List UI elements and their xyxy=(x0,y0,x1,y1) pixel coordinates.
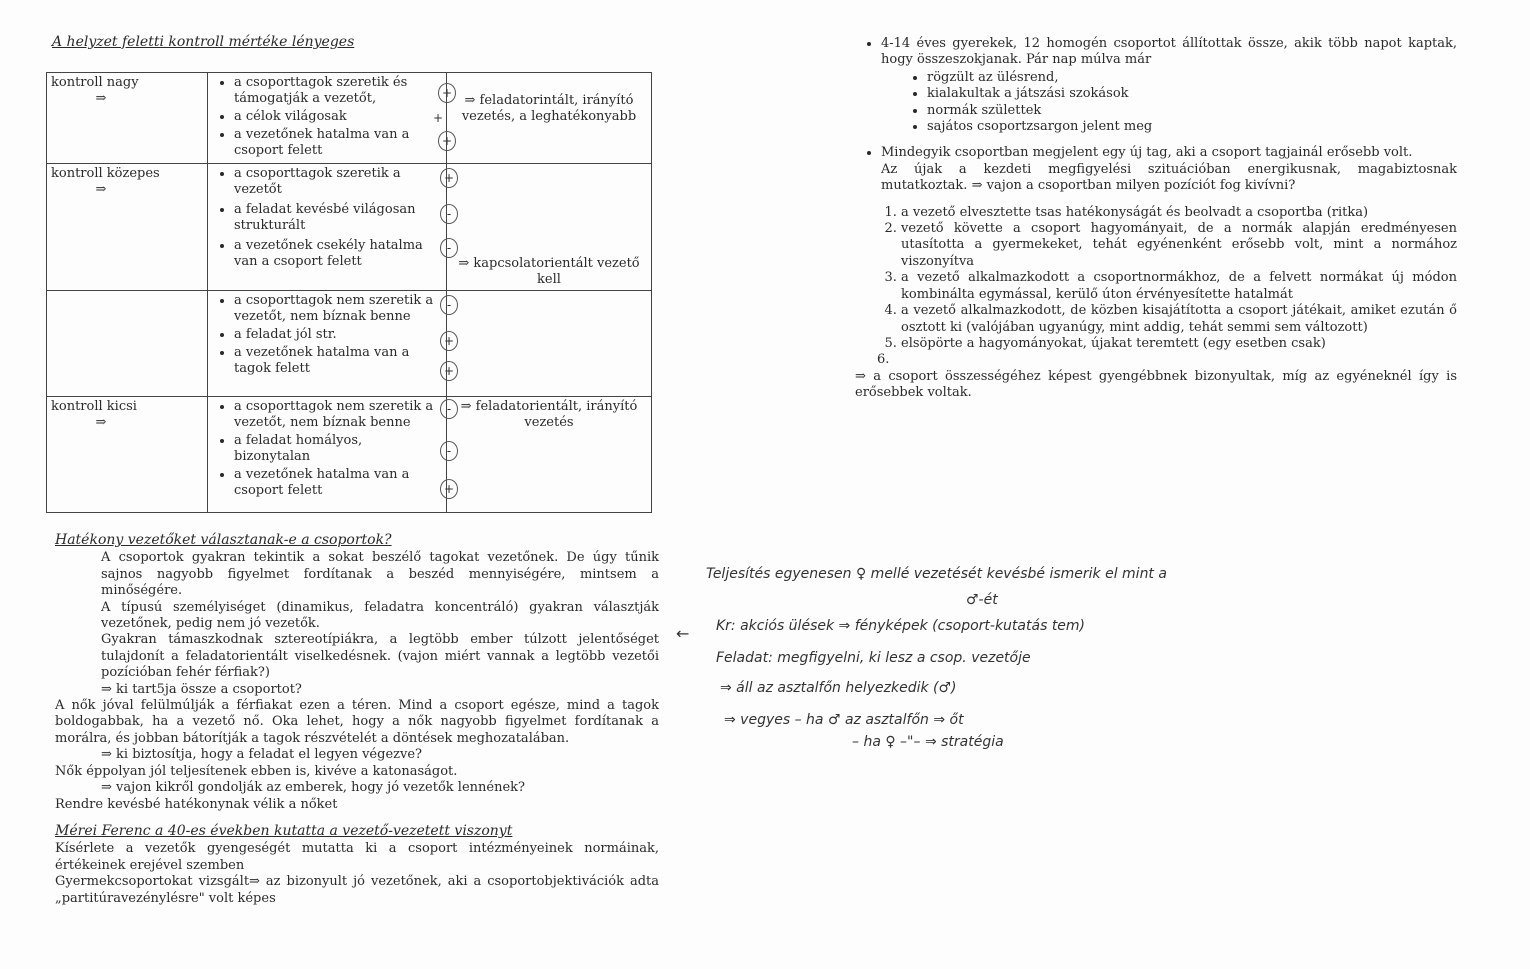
intro-text: 4-14 éves gyerekek, 12 homogén csoportot állítottak össze, akik több napot kaptak, hogy összeszokjanak. Pár nap múlva már xyxy=(881,36,1457,68)
result-cell xyxy=(447,291,652,397)
paragraph: Az újak a kezdeti megfigyelési szituációban energikusnak, magabiztosnak mutatkoztak. ⇒ vajon a csoportban milyen pozíciót fog kivívni? xyxy=(881,161,1457,194)
handwritten-note: ♂-ét xyxy=(966,592,998,608)
row-label: kontroll kicsi xyxy=(51,399,137,414)
handwritten-note: – ha ♀ –"– ⇒ stratégia xyxy=(852,734,1004,750)
list-item: • kialakultak a játszási szokások xyxy=(927,86,1457,102)
main-bullets xyxy=(855,36,1457,69)
list-item: 1. a vezető elvesztette tsas hatékonyságát és beolvadt a csoportba (ritka) xyxy=(901,205,1457,221)
handwritten-note: Teljesítés egyenesen ♀ mellé vezetését kevésbé ismerik el mint a xyxy=(706,566,1167,582)
question-line: ⇒ ki tart5ja össze a csoportot? xyxy=(101,681,302,697)
condition-item: • a vezetőnek hatalma van a tagok felett xyxy=(234,345,442,377)
list-item: 3. a vezető alkalmazkodott a csoportnormákhoz, de a felvett normákat új módon kombinálta egymással, kerülő úton érvényesítette hatalmát xyxy=(901,270,1457,303)
condition-item: • a csoporttagok szeretik a vezetőt xyxy=(234,166,442,198)
list-item: 2. vezető követte a csoport hagyományait, de a normák alapján eredményesen utasította a gyermekeket, tehát egyénenként erősebb volt, mint a normához viszonyítva xyxy=(901,221,1457,270)
condition-item: • a feladat kevésbé világosan strukturált xyxy=(234,202,442,234)
result-text: ⇒ feladatorientált, irányító vezetés xyxy=(460,399,638,430)
paragraph: Mindegyik csoportban megjelent egy új tag, aki a csoport tagjainál erősebb volt. xyxy=(881,145,1413,161)
conditions-cell xyxy=(208,397,455,513)
paragraph: A nők jóval felülmúlják a férfiakat ezen a téren. Mind a csoport egésze, mind a tagok boldogabbak, ha a vezető nő. Oka lehet, hogy a nők nagyobb figyelmet fordítanak a morálra, és jobban bátorítják a tagok részvételét a döntések meghozatalában. xyxy=(55,698,659,746)
list-item: 5. elsöpörte a hagyományokat, újakat teremtett (egy esetben csak) xyxy=(901,336,1457,352)
paragraph: A csoportok gyakran tekintik a sokat beszélő tagokat vezetőnek. De úgy tűnik sajnos nagyobb figyelmet fordítanak a beszéd mennyiségére, mintsem a minőségére. xyxy=(101,550,659,599)
condition-item: • a feladat jól str. xyxy=(234,327,442,343)
table-row xyxy=(47,397,652,513)
list-item: • sajátos csoportzsargon jelent meg xyxy=(927,119,1457,135)
conclusion: ⇒ a csoport összességéhez képest gyengébbnek bizonyultak, míg az egyéneknél így is erősebbek voltak. xyxy=(855,368,1457,401)
handwritten-mark: - xyxy=(440,238,458,258)
handwritten-mark: + xyxy=(440,168,458,188)
row-label-cell xyxy=(47,291,208,397)
condition-item: • a vezetőnek hatalma van a csoport felett xyxy=(234,467,442,499)
paragraph: Gyakran támaszkodnak sztereotípiákra, a legtöbb ember túlzott jelentőséget tulajdonít a feladatorientált viselkedésnek. (vajon miért vannak a legtöbb vezetői pozícióban fehér férfiak?) xyxy=(101,632,659,681)
handwritten-mark: - xyxy=(440,295,458,315)
paragraph: Gyermekcsoportokat vizsgált⇒ az bizonyult jó vezetőnek, aki a csoportobjektivációk adta „partitúravezénylésre" volt képes xyxy=(55,874,659,906)
handwritten-mark: + xyxy=(438,131,456,151)
row-label-cell xyxy=(47,397,208,513)
section-heading-merei: Mérei Ferenc a 40-es években kutatta a vezető-vezetett viszonyt xyxy=(55,822,513,839)
list-item: 4. a vezető alkalmazkodott, de közben kisajátította a csoport játékait, amiket ezután ő osztott ki (valójában ugyanúgy, mint addig, tehát semmi sem változott) xyxy=(901,303,1457,336)
left-body xyxy=(55,532,659,907)
outcomes-list xyxy=(855,205,1457,353)
handwritten-mark: + xyxy=(440,361,458,381)
paragraph: Kísérlete a vezetők gyengeségét mutatta ki a csoport intézményeinek normáinak, értékeinek erejével szemben xyxy=(55,841,659,873)
result-text: ⇒ kapcsolatorientált vezető kell xyxy=(458,256,640,287)
row-label-cell xyxy=(47,73,208,164)
condition-item: • a csoporttagok nem szeretik a vezetőt, nem bíznak benne xyxy=(234,293,442,325)
list-item: • rögzült az ülésrend, xyxy=(927,70,1457,86)
handwritten-note: ⇒ áll az asztalfőn helyezkedik (♂) xyxy=(720,680,957,696)
list-item xyxy=(881,145,1457,194)
row-label-cell xyxy=(47,164,208,291)
list-number: 6. xyxy=(877,352,890,368)
conditions-cell xyxy=(208,291,455,397)
row-label: kontroll nagy xyxy=(51,75,139,90)
paragraph: Nők éppolyan jól teljesítenek ebben is, kivéve a katonaságot. xyxy=(55,763,458,779)
question-line: ⇒ ki biztosítja, hogy a feladat el legyen végezve? xyxy=(101,747,423,763)
table-row xyxy=(47,291,652,397)
result-cell xyxy=(447,73,652,164)
conditions-cell xyxy=(208,164,455,291)
condition-item: • a vezetőnek hatalma van a csoport felett xyxy=(234,127,442,159)
right-body xyxy=(855,36,1457,402)
margin-arrow: ← xyxy=(676,624,690,643)
sub-bullets xyxy=(855,70,1457,136)
condition-item: • a csoporttagok szeretik és támogatják a vezetőt, xyxy=(234,75,442,107)
handwritten-mark: + xyxy=(440,331,458,351)
main-bullets xyxy=(855,145,1457,194)
condition-item: • a feladat homályos, bizonytalan xyxy=(234,433,442,465)
handwritten-mark: + xyxy=(432,111,444,125)
handwritten-note: Feladat: megfigyelni, ki lesz a csop. vezetője xyxy=(716,650,1031,666)
row-arrow: ⇒ xyxy=(95,415,107,430)
handwritten-mark: - xyxy=(440,204,458,224)
row-arrow: ⇒ xyxy=(95,182,107,197)
condition-item: • a vezetőnek csekély hatalma van a csoport felett xyxy=(234,238,442,270)
handwritten-mark: + xyxy=(438,83,456,103)
condition-item: • a csoporttagok nem szeretik a vezetőt, nem bíznak benne xyxy=(234,399,442,431)
result-cell xyxy=(447,397,652,513)
result-text: ⇒ feladatorintált, irányító vezetés, a leghatékonyabb xyxy=(461,93,637,124)
list-item xyxy=(881,36,1457,69)
handwritten-mark: - xyxy=(440,441,458,461)
list-item: • normák születtek xyxy=(927,103,1457,119)
question-line: ⇒ vajon kikről gondolják az emberek, hogy jó vezetők lennének? xyxy=(101,780,525,796)
paragraph: Rendre kevésbé hatékonynak vélik a nőket xyxy=(55,796,338,812)
handwritten-note: ⇒ vegyes – ha ♂ az asztalfőn ⇒ őt xyxy=(724,712,964,728)
condition-item: • a célok világosak xyxy=(234,109,442,125)
handwritten-mark: + xyxy=(440,479,458,499)
section-heading-leaders: Hatékony vezetőket választanak-e a csoportok? xyxy=(55,532,392,548)
table-row xyxy=(47,164,652,291)
control-table xyxy=(46,72,652,513)
conditions-cell xyxy=(208,73,453,164)
handwritten-mark: - xyxy=(440,399,458,419)
row-arrow: ⇒ xyxy=(95,91,107,106)
section-heading-control: A helyzet feletti kontroll mértéke lényeges xyxy=(52,34,355,50)
handwritten-note: Kr: akciós ülések ⇒ fényképek (csoport-kutatás tem) xyxy=(716,618,1086,634)
result-cell xyxy=(447,164,652,291)
paragraph: A típusú személyiséget (dinamikus, feladatra koncentráló) gyakran választják vezetőnek, pedig nem jó vezetők. xyxy=(101,599,659,632)
row-label: kontroll közepes xyxy=(51,166,160,181)
table-row xyxy=(47,73,652,164)
